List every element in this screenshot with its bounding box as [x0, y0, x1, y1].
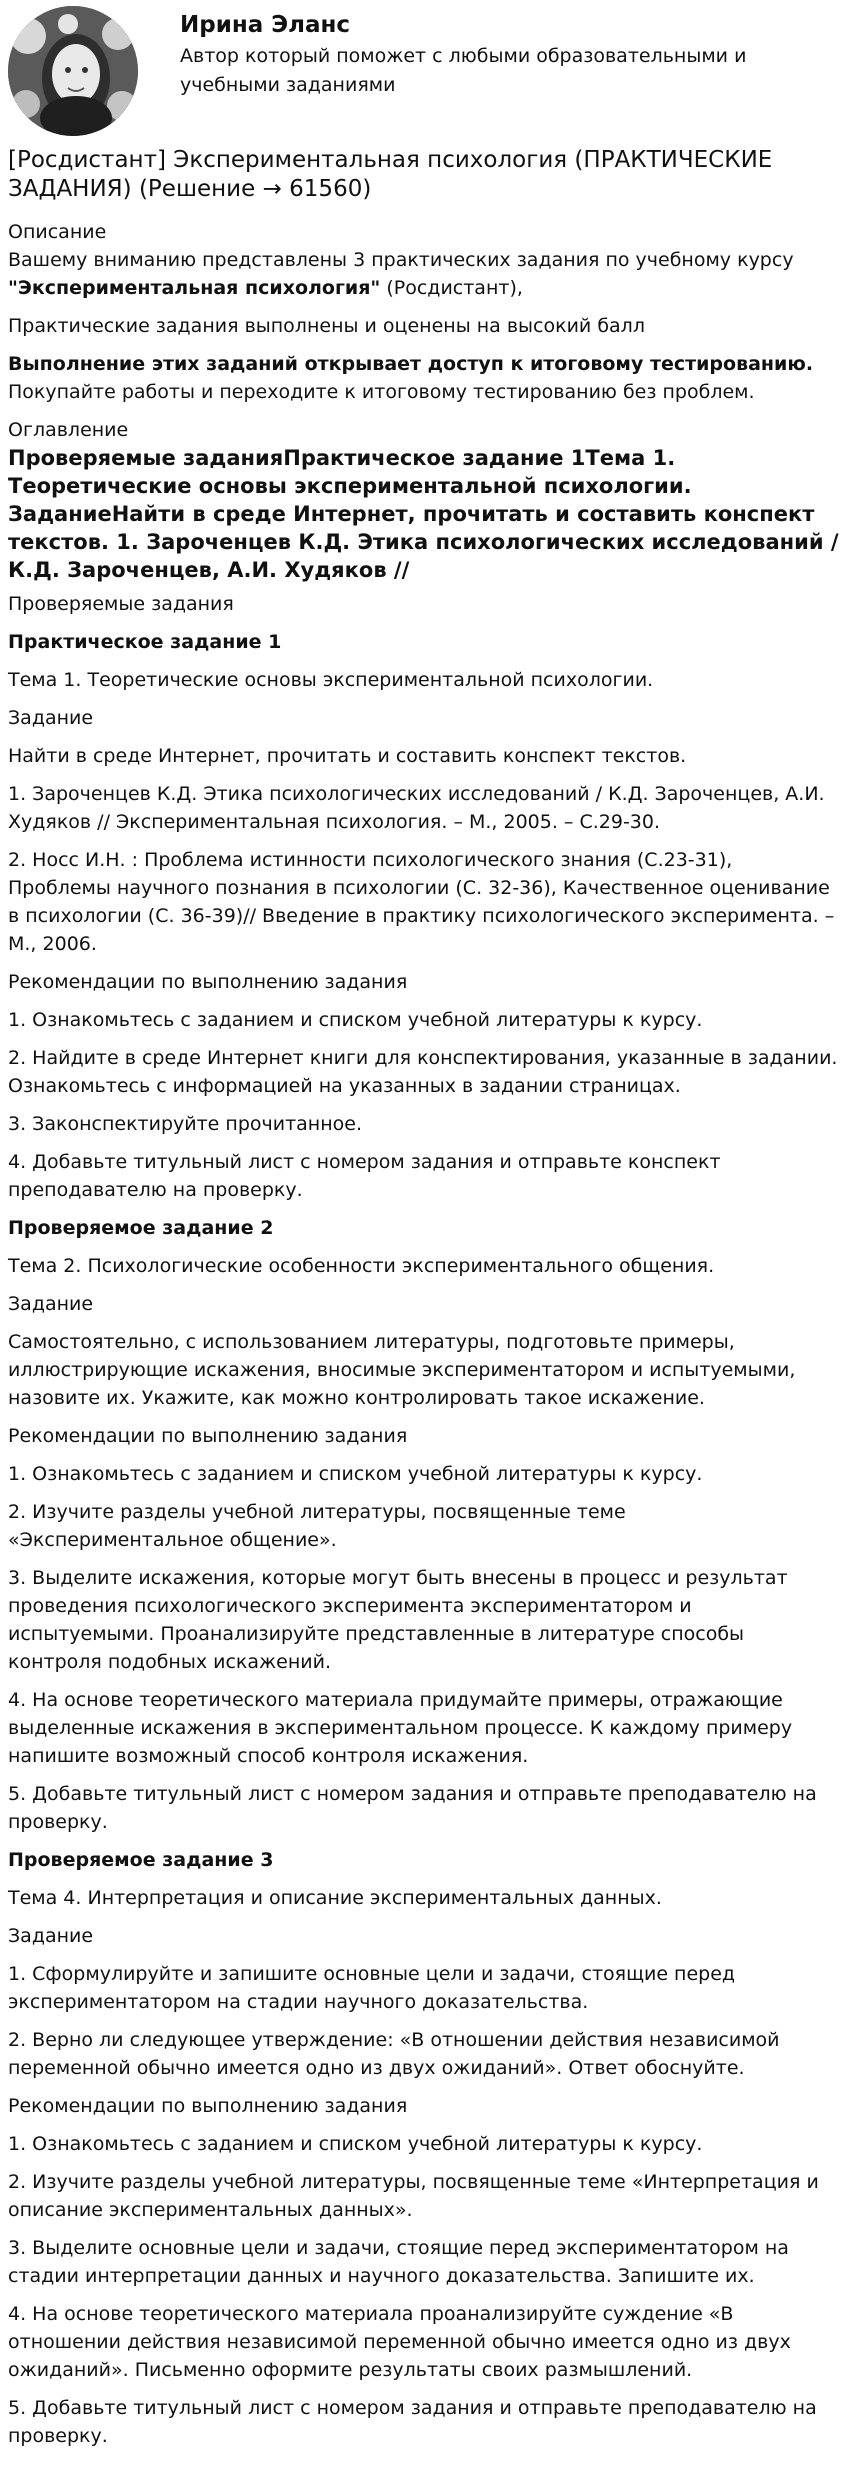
task3-rec-2: 2. Изучите разделы учебной литературы, посвященные теме «Интерпретация и описание экспериментальных данных». — [8, 2171, 819, 2221]
task2-rec-4: 4. На основе теоретического материала придумайте примеры, отражающие выделенные искажения в экспериментальном процессе. К каждому примеру напишите возможный способ контроля искажения. — [8, 1689, 793, 1767]
intro-bold-line: Выполнение этих заданий открывает доступ к итоговому тестированию. — [8, 353, 814, 375]
author-avatar[interactable] — [8, 6, 138, 136]
intro-course-line — [8, 274, 839, 302]
author-info — [180, 8, 820, 100]
author-description: Автор который поможет с любыми образовательными и учебными заданиями — [180, 45, 747, 96]
task3-task-label: Задание — [8, 1925, 94, 1947]
task3-topic: Тема 4. Интерпретация и описание экспериментальных данных. — [8, 1887, 662, 1909]
task2-rec-2: 2. Изучите разделы учебной литературы, посвященные теме «Экспериментальное общение». — [8, 1501, 626, 1551]
intro-line-1: Вашему вниманию представлены 3 практических задания по учебному курсу — [8, 249, 794, 271]
avatar-image — [8, 6, 138, 136]
task3-heading: Проверяемое задание 3 — [8, 1849, 274, 1871]
task1-ref-2: 2. Носс И.Н. : Проблема истинности психологического знания (С.23-31), Проблемы научного познания в психологии (С. 32-36), Качественное оценивание в психологии (С. 36-39)// Введение в практику психологического эксперимента. – М., 2006. — [8, 849, 835, 955]
author-card — [8, 0, 839, 146]
task3-rec-label: Рекомендации по выполнению задания — [8, 2095, 408, 2117]
task1-topic: Тема 1. Теоретические основы экспериментальной психологии. — [8, 669, 654, 691]
task1-rec-4: 4. Добавьте титульный лист с номером задания и отправьте конспект преподавателю на проверку. — [8, 1151, 721, 1201]
task2-task-label: Задание — [8, 1293, 94, 1315]
task3-task-1: 1. Сформулируйте и запишите основные цели и задачи, стоящие перед экспериментатором на стадии научного доказательства. — [8, 1963, 736, 2013]
task1-heading: Практическое задание 1 — [8, 631, 282, 653]
task3-rec-1: 1. Ознакомьтесь с заданием и списком учебной литературы к курсу. — [8, 2133, 703, 2155]
intro-line-2: Практические задания выполнены и оценены на высокий балл — [8, 315, 645, 337]
course-name: "Экспериментальная психология" — [8, 277, 381, 299]
task1-ref-1: 1. Зароченцев К.Д. Этика психологических исследований / К.Д. Зароченцев, А.И. Худяков // Экспериментальная психология. – М., 2005. – С.29-30. — [8, 783, 825, 833]
task3-rec-5: 5. Добавьте титульный лист с номером задания и отправьте преподавателю на проверку. — [8, 2397, 817, 2447]
course-suffix: (Росдистант), — [380, 277, 523, 299]
intro-line-3: Покупайте работы и переходите к итоговому тестированию без проблем. — [8, 381, 755, 403]
task2-rec-label: Рекомендации по выполнению задания — [8, 1425, 408, 1447]
task1-task-label: Задание — [8, 707, 94, 729]
task2-rec-5: 5. Добавьте титульный лист с номером задания и отправьте преподавателю на проверку. — [8, 1783, 817, 1833]
task2-heading: Проверяемое задание 2 — [8, 1217, 274, 1239]
task1-rec-1: 1. Ознакомьтесь с заданием и списком учебной литературы к курсу. — [8, 1009, 703, 1031]
task1-task-text: Найти в среде Интернет, прочитать и составить конспект текстов. — [8, 745, 687, 767]
page-title: [Росдистант] Экспериментальная психология (ПРАКТИЧЕСКИЕ ЗАДАНИЯ) (Решение → 61560) — [8, 147, 773, 202]
toc-text: Проверяемые заданияПрактическое задание 1Тема 1. Теоретические основы экспериментальной психологии. ЗаданиеНайти в среде Интернет, прочитать и составить конспект текстов. 1. Зароченцев К.Д. Этика психологических исследований / К.Д. Зароченцев, А.И. Худяков // — [8, 446, 839, 582]
task2-task-text: Самостоятельно, с использованием литературы, подготовьте примеры, иллюстрирующие искажения, вносимые экспериментатором и испытуемыми, назовите их. Укажите, как можно контролировать такое искажение. — [8, 1331, 796, 1409]
task3-rec-4: 4. На основе теоретического материала проанализируйте суждение «В отношении действия независимой переменной обычно имеется одно из двух ожиданий». Письменно оформите результаты своих размышлений. — [8, 2303, 791, 2381]
checked-tasks-label: Проверяемые задания — [8, 593, 234, 615]
task1-rec-2: 2. Найдите в среде Интернет книги для конспектирования, указанные в задании. Ознакомьтесь с информацией на указанных в задании страницах. — [8, 1047, 838, 1097]
task3-task-2: 2. Верно ли следующее утверждение: «В отношении действия независимой переменной обычно имеется одно из двух ожиданий». Ответ обоснуйте. — [8, 2029, 780, 2079]
author-name[interactable]: Ирина Эланс — [180, 12, 351, 38]
task2-rec-3: 3. Выделите искажения, которые могут быть внесены в процесс и результат проведения психологического эксперимента экспериментатором и испытуемыми. Проанализируйте представленные в литературе способы контроля подобных искажений. — [8, 1567, 788, 1673]
task2-rec-1: 1. Ознакомьтесь с заданием и списком учебной литературы к курсу. — [8, 1463, 703, 1485]
task3-rec-3: 3. Выделите основные цели и задачи, стоящие перед экспериментатором на стадии интерпретации данных и научного доказательства. Запишите их. — [8, 2237, 789, 2287]
task1-rec-label: Рекомендации по выполнению задания — [8, 971, 408, 993]
description-label: Описание — [8, 221, 107, 243]
task2-topic: Тема 2. Психологические особенности экспериментального общения. — [8, 1255, 715, 1277]
task1-rec-3: 3. Законспектируйте прочитанное. — [8, 1113, 363, 1135]
toc-label: Оглавление — [8, 419, 129, 441]
